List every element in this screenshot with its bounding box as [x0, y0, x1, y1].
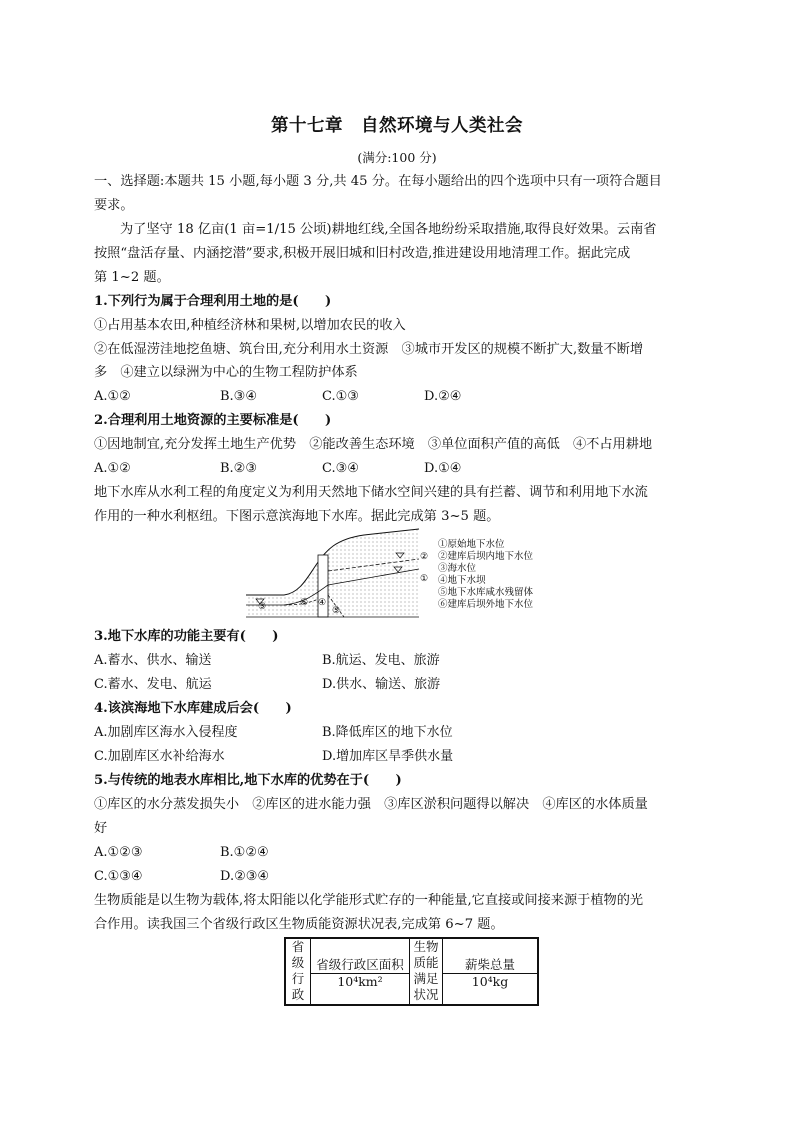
- question-5-option-d[interactable]: D.②③④: [220, 869, 270, 884]
- table-header-satisfaction: 生物质能满足状况: [410, 938, 443, 1005]
- table-row: [285, 938, 538, 974]
- question-5-item-line2: 好: [94, 821, 108, 836]
- legend-item-5: ⑤地下水库咸水残留体: [438, 587, 534, 598]
- diagram-mark-4: ④: [318, 598, 327, 608]
- passage1-line2: 按照“盘活存量、内涵挖潜”要求,积极开展旧城和旧村改造,推进建设用地清理工作。据此完成: [94, 246, 631, 261]
- passage1-line3: 第 1~2 题。: [94, 270, 170, 285]
- question-2-stem: 2.合理利用土地资源的主要标准是( ): [94, 413, 332, 428]
- question-1-option-c[interactable]: C.①③: [322, 389, 359, 404]
- question-5-item-line1: ①库区的水分蒸发损失小 ②库区的进水能力强 ③库区淤积问题得以解决 ④库区的水体质量: [94, 797, 648, 812]
- table-header-province: 省级行政: [285, 938, 311, 1005]
- question-1-option-d[interactable]: D.②④: [424, 389, 462, 404]
- coastal-underground-reservoir-diagram: [244, 525, 554, 621]
- question-5-option-b[interactable]: B.①②④: [220, 845, 269, 860]
- question-1-item-line2: ②在低湿涝洼地挖鱼塘、筑台田,充分利用水土资源 ③城市开发区的规模不断扩大,数量不断增: [94, 342, 644, 357]
- legend-item-1: ①原始地下水位: [438, 539, 505, 550]
- question-2-option-c[interactable]: C.③④: [322, 461, 359, 476]
- legend-item-2: ②建库后坝内地下水位: [438, 551, 534, 562]
- question-4-option-a[interactable]: A.加剧库区海水入侵程度: [94, 725, 238, 740]
- question-3-stem: 3.地下水库的功能主要有( ): [94, 629, 279, 644]
- chapter-title: 第十七章 自然环境与人类社会: [271, 116, 523, 136]
- table-unit-area: 10⁴km²: [311, 974, 410, 1006]
- passage1-line1: 为了坚守 18 亿亩(1 亩=1/15 公顷)耕地红线,全国各地纷纷采取措施,取得良好效果。云南省: [120, 222, 657, 237]
- question-1-stem: 1.下列行为属于合理利用土地的是( ): [94, 294, 332, 309]
- diagram-mark-6: ⑥: [300, 598, 309, 608]
- biomass-energy-table: [284, 937, 539, 1006]
- question-3-option-a[interactable]: A.蓄水、供水、输送: [94, 653, 212, 668]
- legend-item-6: ⑥建库后坝外地下水位: [438, 599, 534, 610]
- question-1-item-line3: 多 ④建立以绿洲为中心的生物工程防护体系: [94, 365, 358, 380]
- question-1-item-line1: ①占用基本农田,种植经济林和果树,以增加农民的收入: [94, 318, 406, 333]
- question-5-option-a[interactable]: A.①②③: [94, 845, 143, 860]
- passage3-line1: 生物质能是以生物为载体,将太阳能以化学能形式贮存的一种能量,它直接或间接来源于植物的光: [94, 893, 644, 908]
- diagram-mark-3: ③: [258, 602, 267, 612]
- question-1-option-a[interactable]: A.①②: [94, 389, 131, 404]
- question-5-option-c[interactable]: C.①③④: [94, 869, 143, 884]
- passage2-line1: 地下水库从水利工程的角度定义为利用天然地下储水空间兴建的具有拦蓄、调节和利用地下水流: [94, 485, 648, 500]
- table-header-area: 省级行政区面积: [311, 938, 410, 974]
- legend-item-4: ④地下水坝: [438, 575, 486, 586]
- question-2-option-d[interactable]: D.①④: [424, 461, 462, 476]
- question-3-option-c[interactable]: C.蓄水、发电、航运: [94, 677, 212, 692]
- legend-item-3: ③海水位: [438, 563, 477, 574]
- question-4-stem: 4.该滨海地下水库建成后会( ): [94, 701, 292, 716]
- question-3-option-b[interactable]: B.航运、发电、旅游: [322, 653, 440, 668]
- table-unit-firewood: 10⁴kg: [443, 974, 539, 1006]
- diagram-mark-1: ①: [420, 574, 429, 584]
- full-score: (满分:100 分): [357, 150, 437, 165]
- question-5-stem: 5.与传统的地表水库相比,地下水库的优势在于( ): [94, 773, 402, 788]
- question-4-option-c[interactable]: C.加剧库区水补给海水: [94, 749, 225, 764]
- question-2-option-b[interactable]: B.②③: [220, 461, 257, 476]
- section-instruction-line2: 要求。: [94, 198, 134, 213]
- passage2-line2: 作用的一种水利枢纽。下图示意滨海地下水库。据此完成第 3~5 题。: [94, 509, 500, 524]
- section-instruction-line1: 一、选择题:本题共 15 小题,每小题 3 分,共 45 分。在每小题给出的四个选项中只有一项符合题目: [94, 174, 662, 189]
- question-2-item-line1: ①因地制宜,充分发挥土地生产优势 ②能改善生态环境 ③单位面积产值的高低 ④不占用耕地: [94, 437, 653, 452]
- diagram-mark-2: ②: [420, 552, 429, 562]
- question-4-option-d[interactable]: D.增加库区旱季供水量: [322, 749, 454, 764]
- question-1-option-b[interactable]: B.③④: [220, 389, 257, 404]
- table-header-firewood: 薪柴总量: [443, 938, 539, 974]
- question-4-option-b[interactable]: B.降低库区的地下水位: [322, 725, 453, 740]
- question-2-option-a[interactable]: A.①②: [94, 461, 131, 476]
- diagram-mark-5: ⑤: [332, 606, 341, 616]
- passage3-line2: 合作用。读我国三个省级行政区生物质能资源状况表,完成第 6~7 题。: [94, 917, 504, 932]
- question-3-option-d[interactable]: D.供水、输送、旅游: [322, 677, 441, 692]
